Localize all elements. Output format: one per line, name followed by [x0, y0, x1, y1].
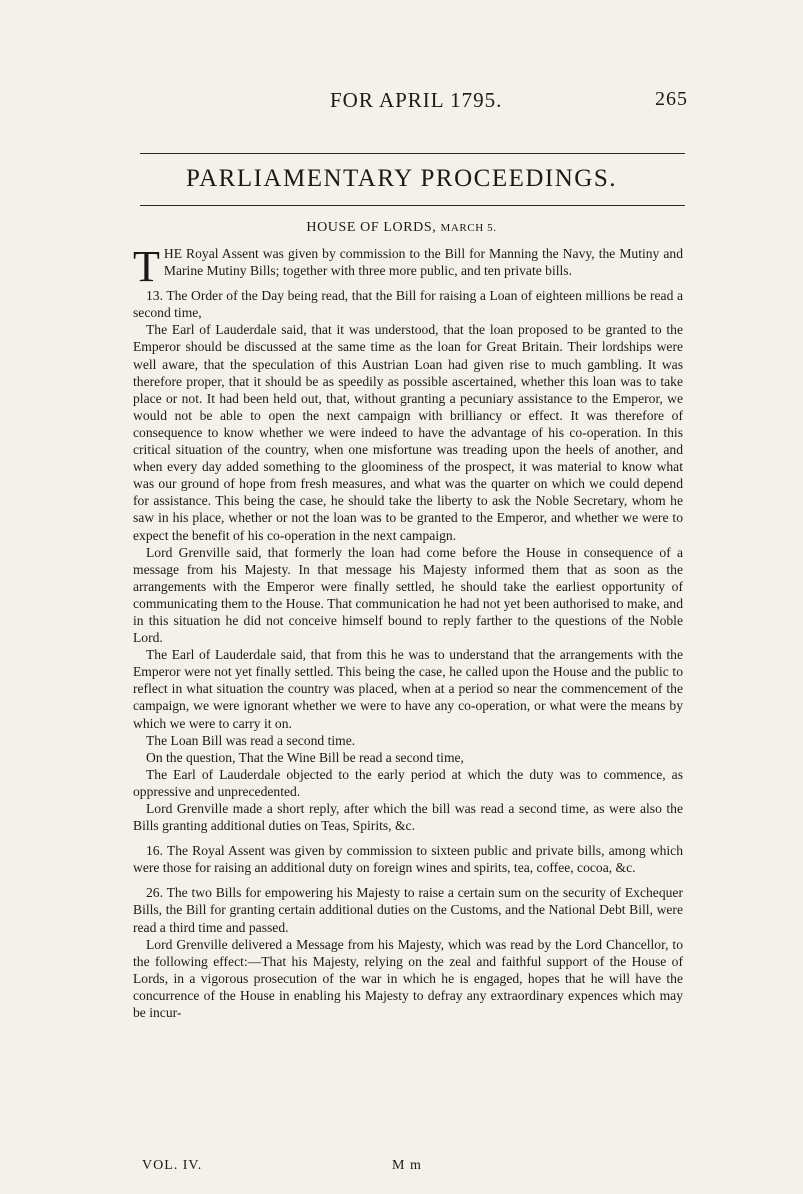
paragraph-lauderdale-3: The Earl of Lauderdale objected to the early period at which the duty was to commence, as oppressive and unprecedented. — [133, 766, 683, 799]
paragraph-grenville-2: Lord Grenville made a short reply, after which the bill was read a second time, as were also the Bills granting additional duties on Teas, Spirits, &c. — [133, 801, 683, 834]
paragraph-text: HE Royal Assent was given by commission to the Bill for Manning the Navy, the Mutiny and Marine Mutiny Bills; together with three more public, and ten private bills. — [163, 246, 683, 279]
paragraph-assent-16: 16. The Royal Assent was given by commission to sixteen public and private bills, among which were those for raising an additional duty on foreign wines and spirits, tea, coffee, cocoa, &c. — [133, 843, 683, 876]
paragraph-lauderdale-1: The Earl of Lauderdale said, that it was understood, that the loan proposed to be granted to the Emperor should be discussed at the same time as the loan for Great Britain. Their lordships were well aware, that the speculation of this Austrian Loan had given rise to much gambling. It was therefore proper, that it should be as speedily as possible ascertained, whether this loan was to take place or not. It had been held out, that, without granting a pecuniary assistance to the Emperor, we would not be able to open the next campaign with brilliancy or effect. It was therefore of consequence to know whether we were indeed to have the advantage of his co-operation. In this critical situation of the country, when one misfortune was treading upon the heels of another, and when every day added something to the gloominess of the prospect, it was material to know what was our ground of hope from fresh measures, and what was the quarter on which we could depend for assistance. This being the case, he should take the liberty to ask the Noble Secretary, whom he saw in his place, whether or not the loan was to be granted to the Emperor, and whether we were to expect the benefit of his co-operation in the next campaign. — [133, 322, 683, 543]
session-date: MARCH 5. — [440, 222, 497, 234]
session-house: HOUSE OF LORDS, — [306, 220, 437, 235]
paragraph-wine-question: On the question, That the Wine Bill be read a second time, — [146, 749, 464, 765]
article-body — [133, 242, 683, 1021]
drop-cap: T — [133, 242, 160, 291]
paragraph-loan-order: 13. The Order of the Day being read, that the Bill for raising a Loan of eighteen millions be read a second time, — [133, 288, 683, 321]
session-heading — [0, 220, 803, 236]
paragraph-loan-bill: The Loan Bill was read a second time. — [146, 732, 356, 748]
paragraph-bills-26: 26. The two Bills for empowering his Majesty to raise a certain sum on the security of Exchequer Bills, the Bill for granting certain additional duties on the Customs, and the National Debt Bill, were read a third time and passed. — [133, 885, 683, 935]
paragraph-grenville-message: Lord Grenville delivered a Message from his Majesty, which was read by the Lord Chancellor, to the following effect:—That his Majesty, relying on the zeal and faithful support of the House of Lords, in a vigorous prosecution of the war in which he is engaged, hopes that he will have the concurrence of the House in enabling his Majesty to defray any extraordinary expences which may be incur- — [133, 936, 683, 1021]
section-title: PARLIAMENTARY PROCEEDINGS. — [185, 165, 618, 192]
paragraph-lauderdale-2: The Earl of Lauderdale said, that from this he was to understand that the arrangements with the Emperor were not yet finally settled. This being the case, he called upon the House and the public to reflect in what situation the country was placed, when at a period so near the commencement of the campaign, we were ignorant whether we were to have any co-operation, or what were the means by which we were to carry it on. — [133, 647, 683, 731]
signature-mark: M m — [392, 1158, 422, 1173]
top-rule — [140, 153, 685, 154]
page-number: 265 — [655, 88, 688, 110]
paragraph-grenville-1: Lord Grenville said, that formerly the loan had come before the House in consequence of a message from his Majesty. In that message his Majesty informed them that as soon as the arrangements with the Emperor were finally settled, he should take the earliest opportunity of communicating them to the House. That communication he had not yet been authorised to make, and in this situation he did not conceive himself bound to reply farther to the questions of the Noble Lord. — [133, 544, 683, 646]
volume-label: VOL. IV. — [142, 1158, 203, 1173]
running-title: FOR APRIL 1795. — [330, 88, 503, 112]
paragraph-royal-assent — [133, 242, 683, 291]
bottom-rule — [140, 205, 685, 206]
